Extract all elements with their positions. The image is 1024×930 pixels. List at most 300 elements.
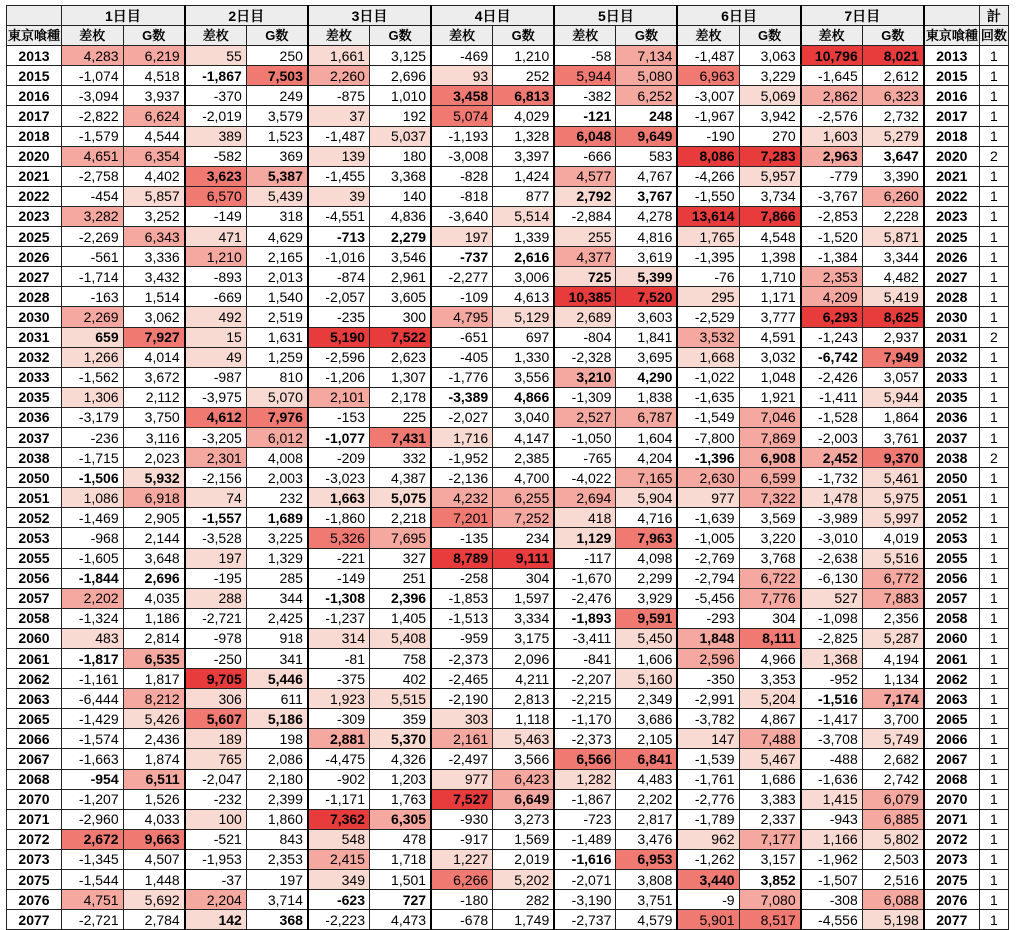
diff-cell: -943 xyxy=(801,809,863,829)
diff-cell: -405 xyxy=(431,347,493,367)
diff-cell: -2,822 xyxy=(62,106,124,126)
diff-cell: -1,670 xyxy=(554,568,616,588)
games-cell: 3,057 xyxy=(862,367,924,387)
diff-cell: 93 xyxy=(431,66,493,86)
header-games-label: G数 xyxy=(123,26,185,46)
diff-cell: -4,556 xyxy=(801,910,863,930)
diff-cell: 4,612 xyxy=(185,407,247,427)
diff-cell: -1,539 xyxy=(677,749,739,769)
games-cell: 4,816 xyxy=(616,227,678,247)
table-row xyxy=(7,548,1009,568)
games-cell: 3,605 xyxy=(369,287,431,307)
games-cell: 248 xyxy=(616,106,678,126)
diff-cell: 7,362 xyxy=(308,809,370,829)
machine-number: 2057 xyxy=(7,588,62,608)
games-cell: 5,198 xyxy=(862,910,924,930)
diff-cell: 2,881 xyxy=(308,729,370,749)
count-cell: 1 xyxy=(979,367,1008,387)
games-cell: 2,178 xyxy=(369,387,431,407)
diff-cell: -2,638 xyxy=(801,548,863,568)
diff-cell: 7,527 xyxy=(431,789,493,809)
diff-cell: -190 xyxy=(677,126,739,146)
diff-cell: 2,301 xyxy=(185,448,247,468)
diff-cell: -2,003 xyxy=(801,427,863,447)
diff-cell: -1,507 xyxy=(801,870,863,890)
games-cell: 1,210 xyxy=(493,46,555,66)
games-cell: 3,334 xyxy=(493,608,555,628)
games-cell: 1,330 xyxy=(493,347,555,367)
games-cell: 3,344 xyxy=(862,247,924,267)
games-cell: 3,750 xyxy=(123,407,185,427)
diff-cell: 3,210 xyxy=(554,367,616,387)
games-cell: 6,255 xyxy=(493,488,555,508)
games-cell: 1,817 xyxy=(123,669,185,689)
diff-cell: 5,326 xyxy=(308,528,370,548)
games-cell: 4,029 xyxy=(493,106,555,126)
diff-cell: -623 xyxy=(308,890,370,910)
machine-number: 2025 xyxy=(7,227,62,247)
games-cell: 2,503 xyxy=(862,849,924,869)
diff-cell: 1,663 xyxy=(308,488,370,508)
diff-cell: -81 xyxy=(308,649,370,669)
diff-cell: -5,456 xyxy=(677,588,739,608)
games-cell: 4,507 xyxy=(123,849,185,869)
games-cell: 1,010 xyxy=(369,86,431,106)
header-games-label: G数 xyxy=(616,26,678,46)
diff-cell: -3,094 xyxy=(62,86,124,106)
header-day-5: 5日目 xyxy=(554,6,677,26)
machine-number-right: 2015 xyxy=(924,66,980,86)
diff-cell: 4,232 xyxy=(431,488,493,508)
diff-cell: 1,129 xyxy=(554,528,616,548)
games-cell: 7,927 xyxy=(123,327,185,347)
header-count-label: 回数 xyxy=(979,26,1008,46)
header-diff-label: 差枚 xyxy=(185,26,247,46)
machine-number-right: 2018 xyxy=(924,126,980,146)
machine-number-right: 2062 xyxy=(924,669,980,689)
diff-cell: 4,283 xyxy=(62,46,124,66)
games-cell: 2,436 xyxy=(123,729,185,749)
games-cell: 6,088 xyxy=(862,890,924,910)
diff-cell: -1,817 xyxy=(62,649,124,669)
diff-cell: 5,190 xyxy=(308,327,370,347)
count-cell: 1 xyxy=(979,86,1008,106)
diff-cell: 8,086 xyxy=(677,146,739,166)
diff-cell: -221 xyxy=(308,548,370,568)
games-cell: 8,517 xyxy=(739,910,801,930)
count-cell: 1 xyxy=(979,870,1008,890)
diff-cell: 659 xyxy=(62,327,124,347)
games-cell: 2,019 xyxy=(493,849,555,869)
machine-number: 2013 xyxy=(7,46,62,66)
table-row xyxy=(7,347,1009,367)
games-cell: 6,219 xyxy=(123,46,185,66)
games-cell: 5,463 xyxy=(493,729,555,749)
games-cell: 3,225 xyxy=(246,528,308,548)
machine-number-right: 2023 xyxy=(924,206,980,226)
diff-cell: -4,266 xyxy=(677,166,739,186)
diff-cell: 3,623 xyxy=(185,166,247,186)
games-cell: 1,448 xyxy=(123,870,185,890)
games-cell: 285 xyxy=(246,568,308,588)
games-cell: 697 xyxy=(493,327,555,347)
games-cell: 727 xyxy=(369,890,431,910)
diff-cell: 2,792 xyxy=(554,186,616,206)
diff-cell: 492 xyxy=(185,307,247,327)
games-cell: 5,399 xyxy=(616,267,678,287)
count-cell: 1 xyxy=(979,227,1008,247)
diff-cell: 147 xyxy=(677,729,739,749)
diff-cell: -1,074 xyxy=(62,66,124,86)
header-diff-label: 差枚 xyxy=(431,26,493,46)
games-cell: 3,686 xyxy=(616,709,678,729)
diff-cell: -117 xyxy=(554,548,616,568)
games-cell: 7,134 xyxy=(616,46,678,66)
diff-cell: 314 xyxy=(308,628,370,648)
games-cell: 3,546 xyxy=(369,247,431,267)
games-cell: 9,111 xyxy=(493,548,555,568)
machine-number-right: 2050 xyxy=(924,468,980,488)
games-cell: 3,777 xyxy=(739,307,801,327)
games-cell: 843 xyxy=(246,829,308,849)
games-cell: 2,784 xyxy=(123,910,185,930)
diff-cell: -666 xyxy=(554,146,616,166)
diff-cell: -1,544 xyxy=(62,870,124,890)
games-cell: 5,997 xyxy=(862,508,924,528)
games-cell: 3,125 xyxy=(369,46,431,66)
diff-cell: -779 xyxy=(801,166,863,186)
games-cell: 5,037 xyxy=(369,126,431,146)
diff-cell: -1,616 xyxy=(554,849,616,869)
diff-cell: -651 xyxy=(431,327,493,347)
machine-number-right: 2052 xyxy=(924,508,980,528)
games-cell: 4,098 xyxy=(616,548,678,568)
diff-cell: -2,019 xyxy=(185,106,247,126)
table-row xyxy=(7,468,1009,488)
diff-cell: -1,487 xyxy=(677,46,739,66)
games-cell: 1,118 xyxy=(493,709,555,729)
count-cell: 1 xyxy=(979,126,1008,146)
diff-cell: -308 xyxy=(801,890,863,910)
diff-cell: 2,415 xyxy=(308,849,370,869)
table-row xyxy=(7,769,1009,789)
count-cell: 1 xyxy=(979,588,1008,608)
table-row xyxy=(7,608,1009,628)
games-cell: 1,424 xyxy=(493,166,555,186)
diff-cell: -893 xyxy=(185,267,247,287)
machine-number: 2073 xyxy=(7,849,62,869)
diff-cell: -2,721 xyxy=(62,910,124,930)
diff-cell: -2,047 xyxy=(185,769,247,789)
machine-number: 2050 xyxy=(7,468,62,488)
diff-cell: -1,384 xyxy=(801,247,863,267)
diff-cell: -987 xyxy=(185,367,247,387)
games-cell: 3,714 xyxy=(246,890,308,910)
games-cell: 1,398 xyxy=(739,247,801,267)
games-cell: 7,046 xyxy=(739,407,801,427)
diff-cell: -236 xyxy=(62,427,124,447)
diff-cell: -1,549 xyxy=(677,407,739,427)
diff-cell: -1,050 xyxy=(554,427,616,447)
count-cell: 1 xyxy=(979,468,1008,488)
games-cell: 304 xyxy=(739,608,801,628)
games-cell: 7,866 xyxy=(739,206,801,226)
machine-number: 2067 xyxy=(7,749,62,769)
diff-cell: 1,478 xyxy=(801,488,863,508)
diff-cell: -1,262 xyxy=(677,849,739,869)
games-cell: 1,134 xyxy=(862,669,924,689)
diff-cell: -3,010 xyxy=(801,528,863,548)
machine-number-right: 2061 xyxy=(924,649,980,669)
diff-cell: 1,306 xyxy=(62,387,124,407)
games-cell: 344 xyxy=(246,588,308,608)
diff-cell: -1,645 xyxy=(801,66,863,86)
games-cell: 5,370 xyxy=(369,729,431,749)
games-cell: 232 xyxy=(246,488,308,508)
diff-cell: -3,023 xyxy=(308,468,370,488)
diff-cell: -1,469 xyxy=(62,508,124,528)
count-cell: 1 xyxy=(979,729,1008,749)
machine-number-right: 2021 xyxy=(924,166,980,186)
diff-cell: -76 xyxy=(677,267,739,287)
games-cell: 5,069 xyxy=(739,86,801,106)
games-cell: 9,663 xyxy=(123,829,185,849)
machine-number-right: 2031 xyxy=(924,327,980,347)
diff-cell: -2,991 xyxy=(677,689,739,709)
machine-number-right: 2076 xyxy=(924,890,980,910)
diff-cell: -2,853 xyxy=(801,206,863,226)
diff-cell: 2,630 xyxy=(677,468,739,488)
games-cell: 4,866 xyxy=(493,387,555,407)
count-cell: 1 xyxy=(979,247,1008,267)
diff-cell: 6,566 xyxy=(554,749,616,769)
diff-cell: -818 xyxy=(431,186,493,206)
machine-number: 2015 xyxy=(7,66,62,86)
table-row xyxy=(7,166,1009,186)
diff-cell: -3,179 xyxy=(62,407,124,427)
table-row xyxy=(7,86,1009,106)
games-cell: 4,008 xyxy=(246,448,308,468)
machine-number-right: 2025 xyxy=(924,227,980,247)
games-cell: 2,279 xyxy=(369,227,431,247)
diff-cell: -1,016 xyxy=(308,247,370,267)
machine-number: 2018 xyxy=(7,126,62,146)
games-cell: 192 xyxy=(369,106,431,126)
diff-cell: -58 xyxy=(554,46,616,66)
machine-number: 2055 xyxy=(7,548,62,568)
games-cell: 3,808 xyxy=(616,870,678,890)
table-row xyxy=(7,729,1009,749)
games-cell: 2,616 xyxy=(493,247,555,267)
diff-cell: -2,426 xyxy=(801,367,863,387)
games-cell: 2,813 xyxy=(493,689,555,709)
diff-cell: -2,737 xyxy=(554,910,616,930)
games-cell: 2,623 xyxy=(369,347,431,367)
games-cell: 5,857 xyxy=(123,186,185,206)
count-cell: 1 xyxy=(979,206,1008,226)
games-cell: 1,749 xyxy=(493,910,555,930)
games-cell: 2,519 xyxy=(246,307,308,327)
machine-number-right: 2035 xyxy=(924,387,980,407)
games-cell: 3,252 xyxy=(123,206,185,226)
header-day-7: 7日目 xyxy=(801,6,924,26)
machine-number-right: 2017 xyxy=(924,106,980,126)
machine-number-right: 2066 xyxy=(924,729,980,749)
games-cell: 4,035 xyxy=(123,588,185,608)
diff-cell: -1,528 xyxy=(801,407,863,427)
diff-cell: -1,893 xyxy=(554,608,616,628)
games-cell: 3,751 xyxy=(616,890,678,910)
games-cell: 6,305 xyxy=(369,809,431,829)
diff-cell: -382 xyxy=(554,86,616,106)
table-row xyxy=(7,528,1009,548)
diff-cell: 5,901 xyxy=(677,910,739,930)
table-row xyxy=(7,186,1009,206)
machine-number-right: 2056 xyxy=(924,568,980,588)
diff-cell: 10,796 xyxy=(801,46,863,66)
games-cell: 3,273 xyxy=(493,809,555,829)
games-cell: 4,518 xyxy=(123,66,185,86)
count-cell: 1 xyxy=(979,267,1008,287)
games-cell: 3,619 xyxy=(616,247,678,267)
diff-cell: 389 xyxy=(185,126,247,146)
games-cell: 5,075 xyxy=(369,488,431,508)
diff-cell: -3,989 xyxy=(801,508,863,528)
games-cell: 4,019 xyxy=(862,528,924,548)
games-cell: 7,283 xyxy=(739,146,801,166)
machine-number: 2026 xyxy=(7,247,62,267)
machine-number: 2062 xyxy=(7,669,62,689)
machine-number-right: 2033 xyxy=(924,367,980,387)
games-cell: 2,180 xyxy=(246,769,308,789)
diff-cell: -902 xyxy=(308,769,370,789)
games-cell: 4,836 xyxy=(369,206,431,226)
machine-number: 2052 xyxy=(7,508,62,528)
diff-cell: -469 xyxy=(431,46,493,66)
games-cell: 4,211 xyxy=(493,669,555,689)
diff-cell: -1,605 xyxy=(62,548,124,568)
diff-cell: -1,557 xyxy=(185,508,247,528)
diff-cell: 3,282 xyxy=(62,206,124,226)
games-cell: 5,204 xyxy=(739,689,801,709)
machine-number: 2033 xyxy=(7,367,62,387)
diff-cell: 483 xyxy=(62,628,124,648)
games-cell: 5,426 xyxy=(123,709,185,729)
games-cell: 3,579 xyxy=(246,106,308,126)
games-cell: 3,336 xyxy=(123,247,185,267)
machine-number: 2070 xyxy=(7,789,62,809)
diff-cell: -1,761 xyxy=(677,769,739,789)
diff-cell: 1,227 xyxy=(431,849,493,869)
results-table-container xyxy=(6,5,1009,930)
diff-cell: 100 xyxy=(185,809,247,829)
count-cell: 1 xyxy=(979,809,1008,829)
diff-cell: -350 xyxy=(677,669,739,689)
games-cell: 369 xyxy=(246,146,308,166)
machine-number: 2027 xyxy=(7,267,62,287)
games-cell: 4,204 xyxy=(616,448,678,468)
games-cell: 3,768 xyxy=(739,548,801,568)
machine-number-right: 2051 xyxy=(924,488,980,508)
diff-cell: 139 xyxy=(308,146,370,166)
diff-cell: 288 xyxy=(185,588,247,608)
table-row xyxy=(7,448,1009,468)
games-cell: 368 xyxy=(246,910,308,930)
games-cell: 3,647 xyxy=(862,146,924,166)
diff-cell: -1,952 xyxy=(431,448,493,468)
count-cell: 1 xyxy=(979,608,1008,628)
diff-cell: 2,694 xyxy=(554,488,616,508)
games-cell: 5,514 xyxy=(493,206,555,226)
diff-cell: -2,497 xyxy=(431,749,493,769)
games-cell: 304 xyxy=(493,568,555,588)
diff-cell: -1,237 xyxy=(308,608,370,628)
diff-cell: -1,005 xyxy=(677,528,739,548)
games-cell: 2,814 xyxy=(123,628,185,648)
table-row xyxy=(7,247,1009,267)
diff-cell: 4,377 xyxy=(554,247,616,267)
diff-cell: 962 xyxy=(677,829,739,849)
table-row xyxy=(7,307,1009,327)
games-cell: 4,629 xyxy=(246,227,308,247)
header-diff-label: 差枚 xyxy=(801,26,863,46)
games-cell: 1,874 xyxy=(123,749,185,769)
games-cell: 3,063 xyxy=(739,46,801,66)
diff-cell: -454 xyxy=(62,186,124,206)
games-cell: 3,937 xyxy=(123,86,185,106)
games-cell: 234 xyxy=(493,528,555,548)
games-cell: 5,160 xyxy=(616,669,678,689)
games-cell: 3,648 xyxy=(123,548,185,568)
games-cell: 6,908 xyxy=(739,448,801,468)
count-cell: 1 xyxy=(979,387,1008,407)
table-row xyxy=(7,427,1009,447)
games-cell: 4,014 xyxy=(123,347,185,367)
diff-cell: -7,800 xyxy=(677,427,739,447)
diff-cell: 1,765 xyxy=(677,227,739,247)
games-cell: 3,220 xyxy=(739,528,801,548)
table-row xyxy=(7,870,1009,890)
diff-cell: -3,640 xyxy=(431,206,493,226)
games-cell: 5,387 xyxy=(246,166,308,186)
diff-cell: -2,156 xyxy=(185,468,247,488)
machine-number-right: 2058 xyxy=(924,608,980,628)
games-cell: 3,397 xyxy=(493,146,555,166)
diff-cell: -2,596 xyxy=(308,347,370,367)
games-cell: 6,343 xyxy=(123,227,185,247)
table-row xyxy=(7,387,1009,407)
diff-cell: 7,201 xyxy=(431,508,493,528)
diff-cell: -3,411 xyxy=(554,628,616,648)
games-cell: 2,742 xyxy=(862,769,924,789)
diff-cell: -2,884 xyxy=(554,206,616,226)
games-cell: 7,695 xyxy=(369,528,431,548)
diff-cell: -828 xyxy=(431,166,493,186)
games-cell: 5,802 xyxy=(862,829,924,849)
diff-cell: -1,715 xyxy=(62,448,124,468)
games-cell: 1,841 xyxy=(616,327,678,347)
diff-cell: -235 xyxy=(308,307,370,327)
table-row xyxy=(7,206,1009,226)
diff-cell: -1,663 xyxy=(62,749,124,769)
games-cell: 225 xyxy=(369,407,431,427)
diff-cell: 1,923 xyxy=(308,689,370,709)
games-cell: 6,813 xyxy=(493,86,555,106)
games-cell: 5,692 xyxy=(123,890,185,910)
diff-cell: -149 xyxy=(185,206,247,226)
games-cell: 758 xyxy=(369,649,431,669)
diff-cell: 306 xyxy=(185,689,247,709)
